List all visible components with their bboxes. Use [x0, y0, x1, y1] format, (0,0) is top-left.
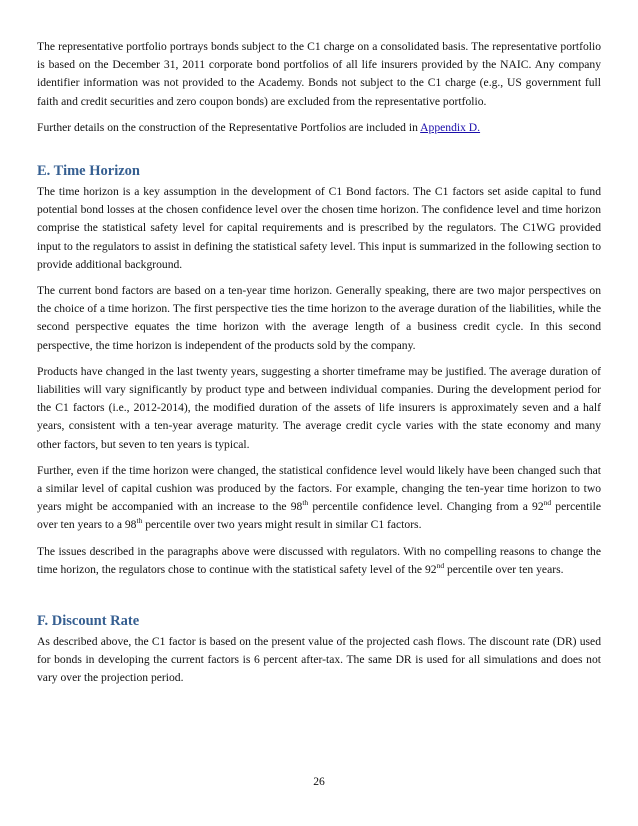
p4-superscript-3: th [136, 516, 143, 526]
p4-text-d: percentile over two years might result in similar C1 factors. [142, 518, 422, 532]
document-page [37, 38, 601, 696]
appendix-d-link[interactable]: Appendix D. [420, 120, 481, 134]
section-f-heading: F. Discount Rate [37, 613, 140, 630]
section-e-heading: E. Time Horizon [37, 163, 140, 180]
p5-text-a: The issues described in the paragraphs above were discussed with regulators. With no compelling reasons to change the time horizon, the regulators chose to continue with the statistical safety level of the 92 [37, 544, 601, 576]
p4-text-a: Further, even if the time horizon were changed, the statistical confidence level would likely have been changed such that a similar level of capital cushion was produced by the factors. For example, changing the ten-year time horizon to two years might be accompanied with an increase to the 98 [37, 463, 601, 514]
intro-paragraph-2-text: Further details on the construction of the Representative Portfolios are included in [37, 120, 421, 134]
section-e-paragraph-4 [37, 462, 601, 535]
section-f-paragraph-1: As described above, the C1 factor is based on the present value of the projected cash flows. The discount rate (DR) used for bonds in developing the current factors is 6 percent after-tax. The same DR is used for all simulations and does not vary over the projection period. [37, 635, 601, 685]
p5-superscript: nd [436, 560, 445, 570]
p4-superscript-1: th [302, 498, 309, 508]
intro-paragraph-2 [37, 119, 601, 137]
section-e-paragraph-1: The time horizon is a key assumption in the development of C1 Bond factors. The C1 factors set aside capital to fund potential bond losses at the chosen confidence level over the chosen time horizon. The confidence level and time horizon comprise the statistical safety level for capital requirements and is prescribed by the regulators. The C1WG provided input to the regulators to assist in defining the statistical safety level. This input is summarized in the following section to provide additional background. [37, 185, 601, 271]
p5-text-b: percentile over ten years. [444, 562, 564, 576]
page-number: 26 [313, 775, 325, 788]
section-e-paragraph-2: The current bond factors are based on a ten-year time horizon. Generally speaking, there are two major perspectives on the choice of a time horizon. The first perspective ties the time horizon to the average duration of the liabilities, while the second perspective equates the time horizon with the average length of a business credit cycle. In this second perspective, the time horizon is independent of the products sold by the company. [37, 284, 601, 352]
section-e-paragraph-5 [37, 543, 601, 579]
intro-paragraph-1: The representative portfolio portrays bonds subject to the C1 charge on a consolidated basis. The representative portfolio is based on the December 31, 2011 corporate bond portfolios of all life insurers provided by the NAIC. Any company identifier information was not provided to the Academy. Bonds not subject to the C1 charge (e.g., US government full faith and credit securities and zero coupon bonds) are excluded from the representative portfolio. [37, 40, 601, 108]
p4-superscript-2: nd [543, 498, 552, 508]
p4-text-c: percentile over ten years to a 98 [37, 500, 601, 532]
section-e-paragraph-3: Products have changed in the last twenty years, suggesting a shorter timeframe may be justified. The average duration of liabilities will vary significantly by product type and between individual companies. During the development period for the C1 factors (i.e., 2012-2014), the modified duration of the assets of life insurers is approximately seven and a half years, consistent with a ten-year average maturity. The average credit cycle varies with the state economy and many other factors, but seven to ten years is typical. [37, 364, 601, 451]
p4-text-b: percentile confidence level. Changing from a 92 [308, 500, 544, 514]
